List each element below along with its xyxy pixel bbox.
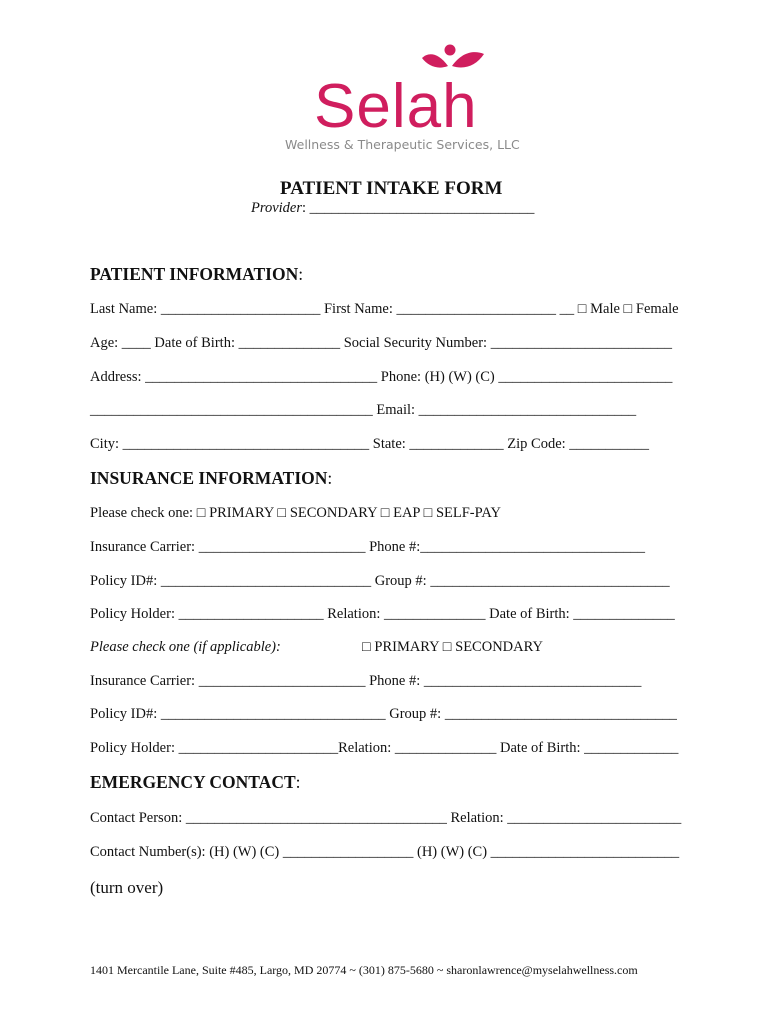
provider-label: Provider [251, 200, 303, 216]
emergency-contact-heading [90, 774, 301, 792]
emergency-number-row[interactable]: Contact Number(s): (H) (W) (C) __________________ (H) (W) (C) __________________________ [90, 844, 680, 860]
insurance-info-heading-colon: : [327, 468, 333, 488]
provider-field[interactable] [251, 201, 534, 216]
provider-line: : _______________________________ [302, 200, 535, 216]
secondary-carrier-row[interactable]: Insurance Carrier: _______________________ Phone #: ______________________________ [90, 673, 642, 689]
secondary-insurance-checkboxes[interactable]: □ PRIMARY □ SECONDARY [362, 639, 543, 655]
patient-address-row[interactable]: Address: ________________________________ Phone: (H) (W) (C) ________________________ [90, 369, 673, 385]
emergency-contact-heading-text: EMERGENCY CONTACT [90, 772, 296, 792]
logo-tagline: Wellness & Therapeutic Services, LLC [285, 137, 520, 152]
emergency-contact-heading-colon: : [295, 772, 301, 792]
secondary-policy-row[interactable]: Policy ID#: _______________________________ Group #: ________________________________ [90, 706, 677, 722]
secondary-holder-row[interactable]: Policy Holder: ______________________Relation: ______________ Date of Birth: _____________ [90, 740, 679, 756]
patient-email-row[interactable]: _______________________________________ Email: ______________________________ [90, 402, 637, 418]
insurance-policy-row[interactable]: Policy ID#: _____________________________ Group #: _________________________________ [90, 573, 670, 589]
logo-wordmark: Selah [314, 72, 478, 141]
secondary-insurance-prompt: Please check one (if applicable): [90, 639, 281, 655]
patient-name-row[interactable]: Last Name: ______________________ First Name: ______________________ __ □ Male □ Female [90, 301, 679, 317]
patient-info-heading-colon: : [298, 264, 304, 284]
insurance-info-heading-text: INSURANCE INFORMATION [90, 468, 328, 488]
patient-age-dob-row[interactable]: Age: ____ Date of Birth: ______________ Social Security Number: _________________________ [90, 335, 672, 351]
form-title: PATIENT INTAKE FORM [280, 178, 503, 199]
turn-over-note: (turn over) [90, 878, 164, 897]
patient-city-row[interactable]: City: __________________________________ State: _____________ Zip Code: ___________ [90, 436, 650, 452]
footer-address: 1401 Mercantile Lane, Suite #485, Largo, MD 20774 ~ (301) 875-5680 ~ sharonlawrence@myselahwellness.com [90, 963, 638, 977]
patient-info-heading-text: PATIENT INFORMATION [90, 264, 299, 284]
insurance-info-heading [90, 470, 332, 488]
emergency-person-row[interactable]: Contact Person: ____________________________________ Relation: ________________________ [90, 810, 682, 826]
patient-info-heading [90, 266, 303, 284]
insurance-holder-row[interactable]: Policy Holder: ____________________ Relation: ______________ Date of Birth: ______________ [90, 606, 675, 622]
insurance-carrier-row[interactable]: Insurance Carrier: _______________________ Phone #:_______________________________ [90, 539, 645, 555]
insurance-type-checkboxes[interactable]: Please check one: □ PRIMARY □ SECONDARY □ EAP □ SELF-PAY [90, 505, 501, 521]
